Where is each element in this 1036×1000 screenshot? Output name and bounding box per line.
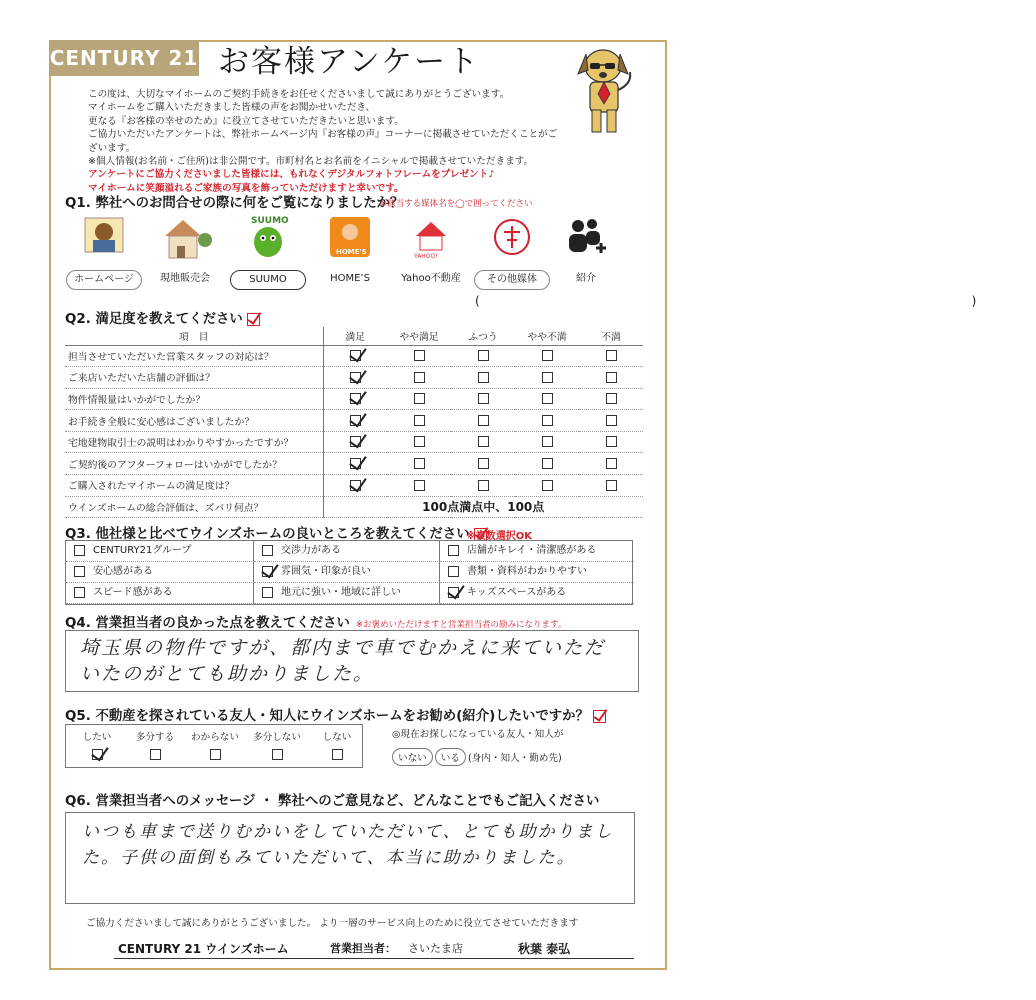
rating-checkbox[interactable]	[414, 458, 425, 469]
q5-option[interactable]	[72, 729, 122, 760]
option-checkbox[interactable]	[74, 587, 85, 598]
option-label: 店舗がキレイ・清潔感がある	[467, 545, 597, 556]
intro-line: ご協力いただいたアンケートは、弊社ホームページ内『お客様の声』コーナーに掲載させていただくことがございます。	[88, 129, 558, 154]
total-prefix: 100点満点中、	[422, 500, 508, 515]
rating-checkbox[interactable]	[478, 393, 489, 404]
total-score-value[interactable]: 100	[507, 500, 533, 515]
row-item: お手続き全般に安心感はございましたか？	[65, 410, 323, 432]
rating-checkbox[interactable]	[478, 458, 489, 469]
media-label-selected: SUUMO	[230, 270, 306, 290]
thanks-message: ご協力くださいまして誠にありがとうございました。 より一層のサービス向上のために役立てさせていただきます	[86, 918, 579, 929]
rating-checkbox[interactable]	[414, 436, 425, 447]
total-question: ウインズホームの総合評価は、ズバリ何点？	[65, 496, 323, 518]
media-label: 現地販売会	[160, 273, 210, 284]
friends-answer-row	[392, 748, 563, 766]
option-label: したい	[82, 732, 112, 743]
rating-checkbox[interactable]	[414, 393, 425, 404]
q6-title: Q6. 営業担当者へのメッセージ ・ 弊社へのご意見など、どんなことでもご記入ください	[65, 794, 600, 809]
option-label: 多分しない	[253, 732, 301, 743]
column-header: やや不満	[515, 327, 579, 345]
rating-checkbox[interactable]	[606, 350, 617, 361]
media-label: Yahoo不動産	[401, 273, 461, 284]
column-header: 満足	[323, 327, 387, 345]
rating-checkbox[interactable]	[414, 350, 425, 361]
rating-checkbox[interactable]	[542, 393, 553, 404]
option-checkbox[interactable]	[448, 587, 459, 598]
rating-checkbox[interactable]	[350, 372, 361, 383]
option-label: 多分する	[135, 732, 175, 743]
page-title: お客様アンケート	[218, 44, 481, 80]
q5-option[interactable]	[130, 729, 180, 760]
other-media-paren: ( )	[475, 294, 1036, 308]
rating-checkbox[interactable]	[350, 480, 361, 491]
footer	[118, 940, 571, 957]
q3-option[interactable]	[66, 583, 254, 604]
total-suffix: 点	[532, 500, 545, 515]
q5-title-text: Q5. 不動産を探されている友人・知人にウインズホームをお勧め(紹介)したいですか？	[65, 709, 589, 724]
q1-note: ※該当する媒体名を◯で囲ってください	[380, 199, 533, 209]
q4-answer-field[interactable]: 埼玉県の物件ですが、都内まで車でむかえに来ていただいたのがとても助かりました。	[65, 630, 639, 692]
rating-checkbox[interactable]	[350, 458, 361, 469]
media-label: その他媒体	[474, 270, 550, 290]
friends-question: ◎現在お探しになっている友人・知人が	[392, 729, 564, 740]
intro-line: 更なる『お客様の幸せのため』に役立てさせていただきたいと思います。	[88, 115, 404, 127]
other-media-stamp-icon	[489, 214, 535, 260]
table-row	[65, 345, 643, 367]
table-row	[65, 367, 643, 389]
q5-options	[65, 724, 363, 768]
store-name: さいたま店	[408, 942, 463, 955]
intro-line: マイホームをご購入いただきました皆様の声をお聞かせいただき、	[88, 102, 376, 114]
rating-checkbox[interactable]	[542, 372, 553, 383]
media-label: ホームページ	[66, 270, 142, 290]
table-row	[65, 388, 643, 410]
option-checkbox[interactable]	[150, 749, 161, 760]
rating-checkbox[interactable]	[414, 415, 425, 426]
option-label: 安心感がある	[93, 566, 153, 577]
intro-line: ※個人情報(お名前・ご住所)は非公開です。市町村名とお名前をイニシャルで掲載させていただきます。	[88, 156, 534, 168]
media-option-other[interactable]	[474, 214, 550, 290]
column-header: やや満足	[387, 327, 451, 345]
rating-checkbox[interactable]	[606, 393, 617, 404]
q3-option[interactable]	[66, 562, 254, 583]
oval-none[interactable]: いない	[392, 748, 433, 766]
q2-title-text: Q2. 満足度を教えてください	[65, 312, 243, 327]
total-score-row	[65, 496, 643, 518]
rating-checkbox[interactable]	[542, 480, 553, 491]
svg-text:YAHOO!: YAHOO!	[414, 253, 438, 260]
table-row	[65, 475, 643, 497]
rating-checkbox[interactable]	[606, 415, 617, 426]
option-checkbox[interactable]	[74, 545, 85, 556]
company-name: CENTURY 21 ウインズホーム	[118, 942, 289, 956]
rating-checkbox[interactable]	[350, 436, 361, 447]
rating-checkbox[interactable]	[350, 393, 361, 404]
q4-title	[65, 612, 566, 631]
q3-option[interactable]	[254, 562, 440, 583]
option-checkbox[interactable]	[210, 749, 221, 760]
q5-option[interactable]	[252, 729, 302, 760]
rating-checkbox[interactable]	[542, 415, 553, 426]
satisfaction-table	[65, 327, 643, 518]
rating-checkbox[interactable]	[350, 350, 361, 361]
media-option-referral[interactable]	[556, 214, 616, 290]
oval-yes-selected[interactable]: いる	[435, 748, 466, 766]
house-icon	[157, 214, 213, 260]
q4-note: ※お褒めいただけますと営業担当者の励みになります。	[355, 620, 567, 630]
option-label: わからない	[191, 732, 239, 743]
q3-option[interactable]	[440, 541, 634, 562]
q1-title: Q1. 弊社へのお問合せの際に何をご覧になりましたか？	[65, 196, 404, 211]
rating-checkbox[interactable]	[350, 415, 361, 426]
q5-title	[65, 705, 606, 724]
row-item: ご来店いただいた店舗の評価は？	[65, 367, 323, 389]
media-label: 紹介	[576, 273, 596, 284]
option-label: 書類・資料がわかりやすい	[467, 566, 587, 577]
rating-checkbox[interactable]	[414, 372, 425, 383]
media-label: HOME’S	[330, 273, 370, 284]
svg-text:HOME'S: HOME'S	[336, 248, 367, 256]
option-label: 交渉力がある	[281, 545, 341, 556]
rating-checkbox[interactable]	[606, 480, 617, 491]
rep-name: 秋葉 泰弘	[518, 942, 571, 956]
table-header-row	[65, 327, 643, 345]
q2-title	[65, 308, 260, 327]
option-checkbox[interactable]	[262, 566, 273, 577]
q3-option[interactable]	[440, 583, 634, 604]
option-checkbox[interactable]	[262, 587, 273, 598]
option-label: スピード感がある	[93, 587, 173, 598]
rating-checkbox[interactable]	[414, 480, 425, 491]
rating-checkbox[interactable]	[478, 480, 489, 491]
row-item: 物件情報量はいかがでしたか？	[65, 388, 323, 410]
item-header: 項 目	[65, 327, 323, 345]
option-checkbox[interactable]	[448, 545, 459, 556]
rep-label: 営業担当者：	[330, 942, 396, 955]
dog-mascot-icon	[570, 44, 640, 136]
q3-options-grid	[65, 540, 633, 605]
rating-checkbox[interactable]	[478, 372, 489, 383]
relationship-options: (身内・知人・勤め先)	[467, 753, 562, 764]
option-checkbox[interactable]	[92, 749, 103, 760]
q4-title-text: Q4. 営業担当者の良かった点を教えてください	[65, 616, 350, 631]
rating-checkbox[interactable]	[606, 436, 617, 447]
column-header: 不満	[579, 327, 643, 345]
q3-option[interactable]	[440, 562, 634, 583]
rating-checkbox[interactable]	[606, 458, 617, 469]
media-option-yahoo[interactable]	[393, 214, 469, 290]
q5-option[interactable]	[190, 729, 240, 760]
q5-option[interactable]	[312, 729, 362, 760]
rating-checkbox[interactable]	[478, 415, 489, 426]
table-row	[65, 453, 643, 475]
option-label: キッズスペースがある	[467, 587, 567, 598]
option-checkbox[interactable]	[74, 566, 85, 577]
media-option-suumo[interactable]	[230, 214, 306, 290]
row-item: ご契約後のアフターフォローはいかがでしたか？	[65, 453, 323, 475]
homepage-icon	[79, 214, 129, 260]
yahoo-house-icon	[408, 214, 454, 260]
option-label: 地元に強い・地域に詳しい	[281, 587, 401, 598]
table-row	[65, 410, 643, 432]
rating-checkbox[interactable]	[542, 436, 553, 447]
present-notice: マイホームに笑顔溢れるご家族の写真を飾っていただけますと幸いです。	[88, 182, 404, 194]
q3-option[interactable]	[254, 583, 440, 604]
q3-title-text: Q3. 他社様と比べてウインズホームの良いところを教えてください	[65, 527, 470, 542]
header-check-icon	[593, 710, 606, 723]
rating-checkbox[interactable]	[478, 436, 489, 447]
q3-option[interactable]	[254, 541, 440, 562]
rating-checkbox[interactable]	[542, 458, 553, 469]
present-notice: アンケートにご協力くださいました皆様には、もれなくデジタルフォトフレームをプレゼント♪	[88, 169, 495, 181]
row-item: ご購入されたマイホームの満足度は？	[65, 475, 323, 497]
suumo-mascot-icon	[243, 214, 293, 260]
option-label: 雰囲気・印象が良い	[281, 566, 371, 577]
media-option-homes[interactable]	[312, 214, 388, 290]
intro-line: この度は、大切なマイホームのご契約手続きをお任せくださいまして誠にありがとうございます。	[88, 89, 510, 100]
intro-text	[88, 88, 558, 195]
row-item: 宅地建物取引士の説明はわかりやすかったですか？	[65, 431, 323, 453]
total-score-cell	[323, 496, 643, 518]
q3-note: ※複数選択OK	[466, 531, 532, 542]
svg-text:SUUMO: SUUMO	[251, 216, 289, 226]
header-check-icon	[247, 313, 260, 326]
rating-checkbox[interactable]	[542, 350, 553, 361]
century21-logo: CENTURY 21	[49, 40, 199, 76]
option-label: CENTURY21グループ	[93, 545, 192, 556]
option-checkbox[interactable]	[332, 749, 343, 760]
option-checkbox[interactable]	[448, 566, 459, 577]
table-row	[65, 431, 643, 453]
media-option-open-house[interactable]	[147, 214, 223, 290]
rating-checkbox[interactable]	[606, 372, 617, 383]
media-option-homepage[interactable]	[66, 214, 142, 290]
q3-option[interactable]	[66, 541, 254, 562]
option-label: しない	[322, 732, 352, 743]
q5-friends-block	[392, 726, 563, 766]
row-item: 担当させていただいた営業スタッフの対応は？	[65, 345, 323, 367]
rating-checkbox[interactable]	[478, 350, 489, 361]
homes-logo-icon	[327, 214, 373, 260]
option-checkbox[interactable]	[272, 749, 283, 760]
footer-divider	[114, 958, 634, 959]
referral-people-icon	[564, 214, 608, 260]
column-header: ふつう	[451, 327, 515, 345]
q6-answer-field[interactable]: いつも車まで送りむかいをしていただいて、とても助かりました。子供の面倒もみていただいて、本当に助かりました。	[65, 812, 635, 904]
option-checkbox[interactable]	[262, 545, 273, 556]
